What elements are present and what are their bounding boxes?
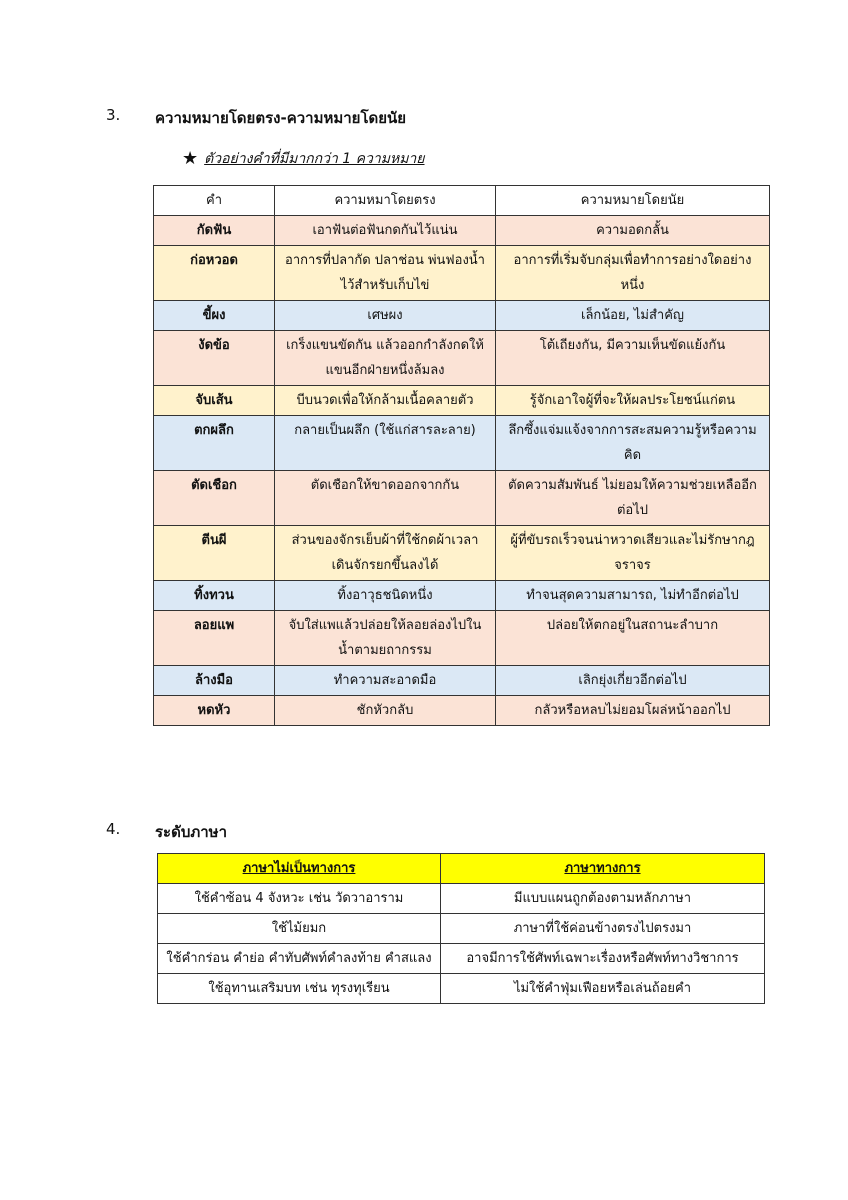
word-cell: ขี้ผง <box>154 301 275 331</box>
table-row <box>158 974 765 1004</box>
direct-meaning-cell: เศษผง <box>275 301 496 331</box>
implied-meaning-cell: รู้จักเอาใจผู้ที่จะให้ผลประโยชน์แก่ตน <box>496 386 770 416</box>
table-row <box>154 666 770 696</box>
implied-meaning-cell: ปล่อยให้ตกอยู่ในสถานะลำบาก <box>496 611 770 666</box>
informal-cell: ใช้คำกร่อน คำย่อ คำทับศัพท์คำลงท้าย คำสแลง <box>158 944 441 974</box>
header-formal: ภาษาทางการ <box>441 854 765 884</box>
implied-meaning-cell: กลัวหรือหลบไม่ยอมโผล่หน้าออกไป <box>496 696 770 726</box>
direct-meaning-cell: ตัดเชือกให้ขาดออกจากกัน <box>275 471 496 526</box>
formal-cell: ภาษาที่ใช้ค่อนข้างตรงไปตรงมา <box>441 914 765 944</box>
implied-meaning-cell: ความอดกลั้น <box>496 216 770 246</box>
section-3-title: ความหมายโดยตรง-ความหมายโดยนัย <box>155 109 407 127</box>
word-cell: กัดฟัน <box>154 216 275 246</box>
formal-cell: ไม่ใช้คำฟุ่มเฟือยหรือเล่นถ้อยคำ <box>441 974 765 1004</box>
direct-meaning-cell: จับใส่แพแล้วปล่อยให้ลอยล่องไปในน้ำตามยถากรรม <box>275 611 496 666</box>
informal-cell: ใช้คำซ้อน 4 จังหวะ เช่น วัดวาอาราม <box>158 884 441 914</box>
table-header-row <box>154 186 770 216</box>
table-row <box>154 416 770 471</box>
word-cell: งัดข้อ <box>154 331 275 386</box>
table-header-row <box>158 854 765 884</box>
implied-meaning-cell: ตัดความสัมพันธ์ ไม่ยอมให้ความช่วยเหลืออีกต่อไป <box>496 471 770 526</box>
table-row <box>154 246 770 301</box>
table-row <box>154 301 770 331</box>
implied-meaning-cell: ทำจนสุดความสามารถ, ไม่ทำอีกต่อไป <box>496 581 770 611</box>
word-cell: ตีนผี <box>154 526 275 581</box>
header-word: คำ <box>154 186 275 216</box>
word-cell: ลอยแพ <box>154 611 275 666</box>
direct-meaning-cell: อาการที่ปลากัด ปลาช่อน พ่นฟองน้ำไว้สำหรับเก็บไข่ <box>275 246 496 301</box>
direct-meaning-cell: กลายเป็นผลึก (ใช้แก่สารละลาย) <box>275 416 496 471</box>
table-row <box>154 471 770 526</box>
word-cell: หดหัว <box>154 696 275 726</box>
formal-cell: อาจมีการใช้ศัพท์เฉพาะเรื่องหรือศัพท์ทางวิชาการ <box>441 944 765 974</box>
table-row <box>158 884 765 914</box>
table-row <box>158 914 765 944</box>
word-cell: ก่อหวอด <box>154 246 275 301</box>
table-row <box>158 944 765 974</box>
informal-cell: ใช้ไม้ยมก <box>158 914 441 944</box>
table-row <box>154 386 770 416</box>
implied-meaning-cell: เลิกยุ่งเกี่ยวอีกต่อไป <box>496 666 770 696</box>
word-cell: ตกผลึก <box>154 416 275 471</box>
direct-meaning-cell: เกร็งแขนขัดกัน แล้วออกกำลังกดให้แขนอีกฝ่ายหนึ่งล้มลง <box>275 331 496 386</box>
word-cell: ทิ้งทวน <box>154 581 275 611</box>
implied-meaning-cell: ผู้ที่ขับรถเร็วจนน่าหวาดเสียวและไม่รักษากฎจราจร <box>496 526 770 581</box>
word-cell: ตัดเชือก <box>154 471 275 526</box>
table-row <box>154 526 770 581</box>
direct-meaning-cell: เอาฟันต่อฟันกดกันไว้แน่น <box>275 216 496 246</box>
word-cell: ล้างมือ <box>154 666 275 696</box>
implied-meaning-cell: เล็กน้อย, ไม่สำคัญ <box>496 301 770 331</box>
formal-cell: มีแบบแผนถูกต้องตามหลักภาษา <box>441 884 765 914</box>
table-row <box>154 331 770 386</box>
section-3-number: 3. <box>106 106 121 124</box>
direct-meaning-cell: ทิ้งอาวุธชนิดหนึ่ง <box>275 581 496 611</box>
implied-meaning-cell: อาการที่เริ่มจับกลุ่มเพื่อทำการอย่างใดอย่างหนึ่ง <box>496 246 770 301</box>
informal-cell: ใช้อุทานเสริมบท เช่น ทุรงทุเรียน <box>158 974 441 1004</box>
table-row <box>154 611 770 666</box>
language-level-table <box>157 853 765 1004</box>
implied-meaning-cell: โต้เถียงกัน, มีความเห็นขัดแย้งกัน <box>496 331 770 386</box>
direct-meaning-cell: ทำความสะอาดมือ <box>275 666 496 696</box>
example-caption <box>182 148 425 170</box>
section-4-title: ระดับภาษา <box>155 823 227 841</box>
header-informal: ภาษาไม่เป็นทางการ <box>158 854 441 884</box>
direct-meaning-cell: ส่วนของจักรเย็บผ้าที่ใช้กดผ้าเวลาเดินจักรยกขึ้นลงได้ <box>275 526 496 581</box>
direct-meaning-cell: บีบนวดเพื่อให้กล้ามเนื้อคลายตัว <box>275 386 496 416</box>
meaning-table <box>153 185 770 726</box>
header-direct-meaning: ความหมาโดยตรง <box>275 186 496 216</box>
section-4-number: 4. <box>106 820 121 838</box>
header-implied-meaning: ความหมายโดยนัย <box>496 186 770 216</box>
table-row <box>154 696 770 726</box>
table-row <box>154 216 770 246</box>
direct-meaning-cell: ชักหัวกลับ <box>275 696 496 726</box>
star-icon: ★ <box>182 148 199 169</box>
table-row <box>154 581 770 611</box>
word-cell: จับเส้น <box>154 386 275 416</box>
implied-meaning-cell: ลึกซึ้งแจ่มแจ้งจากการสะสมความรู้หรือความคิด <box>496 416 770 471</box>
example-text: ตัวอย่างคำที่มีมากกว่า 1 ความหมาย <box>204 151 425 167</box>
